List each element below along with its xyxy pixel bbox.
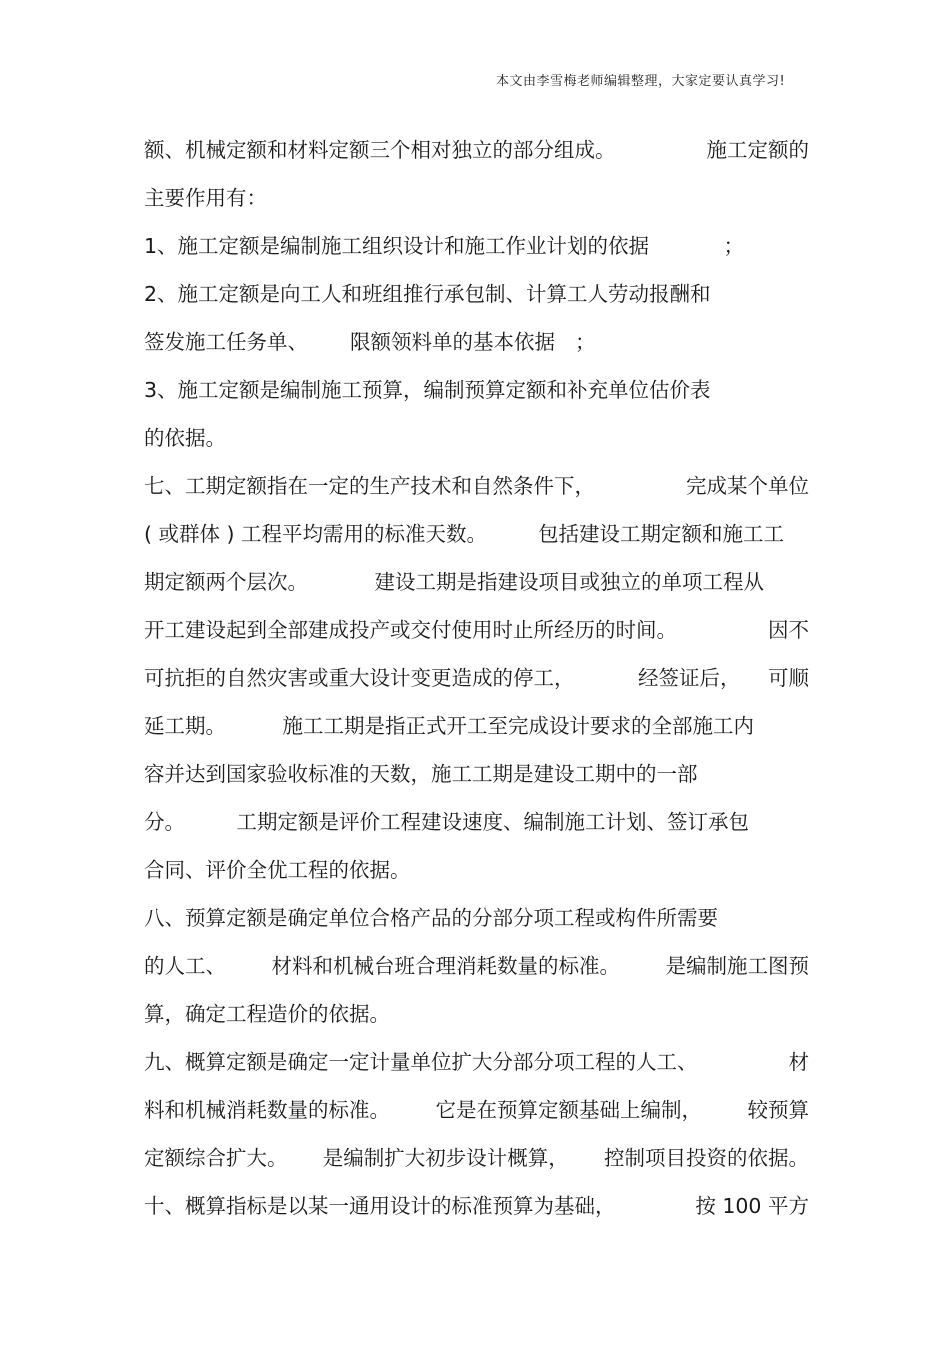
- text-line: [144, 606, 809, 654]
- text-line: [144, 462, 809, 510]
- text-line: [144, 414, 809, 462]
- text-segment: 控制项目投资的依据。: [604, 1146, 809, 1170]
- body-text: [144, 126, 809, 1230]
- text-line: [144, 990, 809, 1038]
- text-segment: 材料和机械台班合理消耗数量的标准。: [271, 954, 620, 978]
- text-segment: 延工期。: [144, 714, 226, 738]
- text-segment: 八、预算定额是确定单位合格产品的分部分项工程或构件所需要: [144, 906, 718, 930]
- text-segment: 算，确定工程造价的依据。: [144, 1002, 390, 1026]
- text-line: [144, 1038, 809, 1086]
- text-line: [144, 798, 749, 846]
- text-segment: 七、工期定额指在一定的生产技术和自然条件下，: [144, 474, 595, 498]
- text-segment: 是编制扩大初步设计概算，: [322, 1146, 569, 1170]
- text-segment: 的依据。: [144, 426, 226, 450]
- text-segment: 分。: [144, 810, 185, 834]
- text-segment: 较预算: [747, 1098, 809, 1122]
- text-line: [144, 894, 809, 942]
- text-line: [144, 222, 744, 270]
- text-line: [144, 558, 764, 606]
- text-segment: 完成某个单位: [686, 474, 809, 498]
- text-segment: 可顺: [768, 666, 809, 690]
- text-segment: 签发施工任务单、: [144, 330, 308, 354]
- text-segment: 建设工期是指建设项目或独立的单项工程从: [374, 570, 764, 594]
- header-note: 本文由李雪梅老师编辑整理，大家定要认真学习!: [496, 74, 786, 89]
- text-segment: 它是在预算定额基础上编制，: [435, 1098, 702, 1122]
- text-segment: ( 或群体 ) 工程平均需用的标准天数。: [144, 522, 488, 546]
- text-segment: 合同、评价全优工程的依据。: [144, 858, 411, 882]
- text-segment: 3、施工定额是编制施工预算，编制预算定额和补充单位估价表: [144, 378, 711, 402]
- text-segment: 按 100 平方: [695, 1194, 809, 1218]
- text-segment: 限额领料单的基本依据: [350, 330, 555, 354]
- text-segment: 材: [788, 1050, 809, 1074]
- text-segment: 容并达到国家验收标准的天数，施工工期是建设工期中的一部: [144, 762, 698, 786]
- text-segment: 额、机械定额和材料定额三个相对独立的部分组成。: [144, 138, 616, 162]
- text-line: [144, 510, 784, 558]
- text-line: [144, 702, 754, 750]
- text-line: [144, 126, 809, 174]
- text-segment: 经签证后，: [638, 666, 741, 690]
- text-line: [144, 366, 809, 414]
- text-segment: 料和机械消耗数量的标准。: [144, 1098, 390, 1122]
- text-segment: 2、施工定额是向工人和班组推行承包制、计算工人劳动报酬和: [144, 282, 711, 306]
- text-segment: 包括建设工期定额和施工工: [538, 522, 784, 546]
- text-segment: 期定额两个层次。: [144, 570, 308, 594]
- text-line: [144, 1086, 809, 1134]
- text-segment: 九、概算定额是确定一定计量单位扩大分部分项工程的人工、: [144, 1050, 698, 1074]
- text-line: [144, 1134, 809, 1182]
- text-line: [144, 1182, 809, 1230]
- text-segment: 的人工、: [144, 954, 226, 978]
- text-line: [144, 846, 809, 894]
- text-line: [144, 318, 809, 366]
- text-segment: 可抗拒的自然灾害或重大设计变更造成的停工，: [144, 666, 575, 690]
- text-segment: 因不: [768, 618, 809, 642]
- text-segment: 十、概算指标是以某一通用设计的标准预算为基础，: [144, 1194, 616, 1218]
- text-segment: 施工定额的: [706, 138, 809, 162]
- text-segment: 是编制施工图预: [665, 954, 809, 978]
- text-line: [144, 942, 809, 990]
- text-segment: 主要作用有：: [144, 186, 267, 210]
- text-line: [144, 654, 809, 702]
- text-segment: ；: [723, 234, 744, 258]
- text-line: [144, 174, 809, 222]
- text-segment: 1、施工定额是编制施工组织设计和施工作业计划的依据: [144, 234, 650, 258]
- text-segment: 定额综合扩大。: [144, 1146, 288, 1170]
- text-segment: ；: [575, 330, 596, 354]
- text-segment: 施工工期是指正式开工至完成设计要求的全部施工内: [282, 714, 754, 738]
- text-segment: 开工建设起到全部建成投产或交付使用时止所经历的时间。: [144, 618, 677, 642]
- text-line: [144, 270, 809, 318]
- text-segment: 工期定额是评价工程建设速度、编制施工计划、签订承包: [236, 810, 749, 834]
- text-line: [144, 750, 809, 798]
